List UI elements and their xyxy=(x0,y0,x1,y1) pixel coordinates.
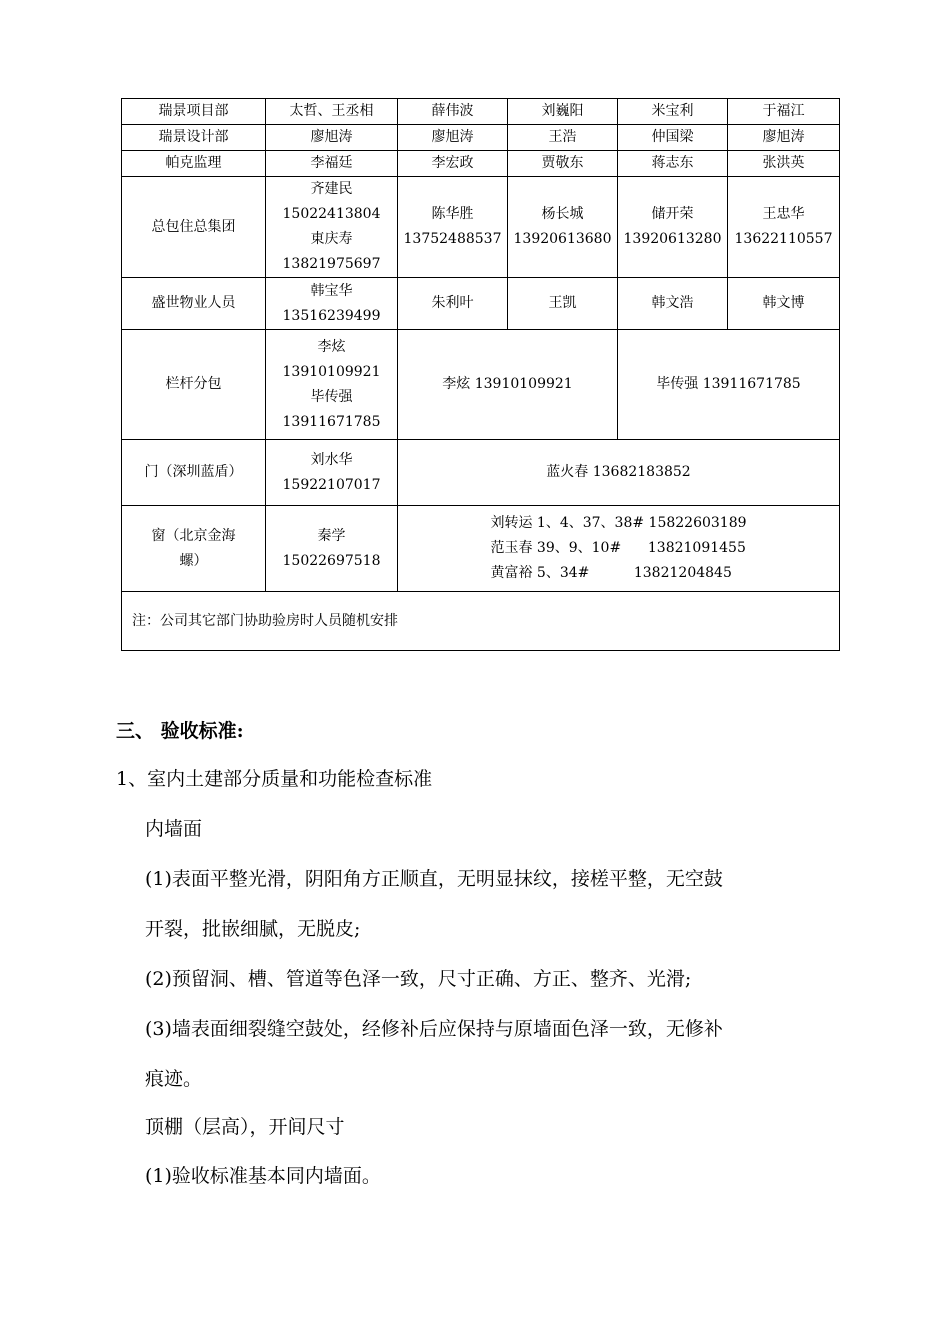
contact-cell: 韩文浩 xyxy=(618,278,728,330)
lead-phone: 13910109921 xyxy=(282,363,381,380)
contact-name: 杨长城 xyxy=(541,206,584,222)
lead-name: 秦学 xyxy=(317,527,346,544)
subsection-title: 内墙面 xyxy=(145,818,203,840)
window-contact-line: 范玉春 39、9、10# 13821091455 xyxy=(490,540,746,556)
contact-phone: 13920613680 xyxy=(513,231,612,247)
merged-contact-cell: 李炫 13910109921 xyxy=(398,330,618,440)
personnel-table xyxy=(121,98,840,651)
contact-cell: 王凯 xyxy=(508,278,618,330)
unit-cell xyxy=(122,506,266,592)
merged-contact-cell: 蓝火春 13682183852 xyxy=(398,440,840,506)
unit-cell: 门（深圳蓝盾） xyxy=(122,440,266,506)
lead-phone: 13516239499 xyxy=(282,307,381,324)
window-contact-line: 黄富裕 5、34# 13821204845 xyxy=(490,565,732,581)
unit-line: 螺） xyxy=(179,552,208,569)
contact-cell: 刘巍阳 xyxy=(508,99,618,125)
contact-cell: 薛伟波 xyxy=(398,99,508,125)
unit-line: 窗（北京金海 xyxy=(151,527,236,544)
contact-cell xyxy=(398,177,508,278)
lead-name: 韩宝华 xyxy=(310,282,353,299)
table-row xyxy=(122,506,840,592)
lead-phone: 13821975697 xyxy=(282,256,381,272)
unit-cell: 帕克监理 xyxy=(122,151,266,177)
lead-phone: 15022697518 xyxy=(282,552,381,569)
contact-name: 储开荣 xyxy=(651,206,694,222)
paragraph-line: (3)墙表面细裂缝空鼓处，经修补后应保持与原墙面色泽一致，无修补 xyxy=(145,1018,723,1040)
window-contact-line: 刘转运 1、4、37、38# 15822603189 xyxy=(490,515,747,531)
lead-phone: 15022413804 xyxy=(282,206,381,222)
unit-cell: 瑞景项目部 xyxy=(122,99,266,125)
lead-contact-cell xyxy=(266,330,398,440)
unit-cell: 总包住总集团 xyxy=(122,177,266,278)
table-row xyxy=(122,278,840,330)
paragraph-line: (2)预留洞、槽、管道等色泽一致，尺寸正确、方正、整齐、光滑; xyxy=(145,968,692,990)
subsection-title: 顶棚（层高），开间尺寸 xyxy=(145,1116,345,1138)
merged-contact-cell: 毕传强 13911671785 xyxy=(618,330,840,440)
section-heading: 三、 验收标准: xyxy=(116,720,244,742)
table-row xyxy=(122,151,840,177)
lead-contact-cell xyxy=(266,506,398,592)
contact-cell: 李宏政 xyxy=(398,151,508,177)
contact-cell: 李福廷 xyxy=(266,151,398,177)
unit-cell: 瑞景设计部 xyxy=(122,125,266,151)
table-row xyxy=(122,440,840,506)
contact-name: 陈华胜 xyxy=(431,206,474,222)
contact-name: 王忠华 xyxy=(762,206,805,222)
lead-name: 李炫 xyxy=(317,338,346,355)
lead-name: 齐建民 xyxy=(310,181,353,197)
contact-cell: 于福江 xyxy=(728,99,840,125)
contact-cell: 王浩 xyxy=(508,125,618,151)
contact-cell xyxy=(508,177,618,278)
lead-phone: 15922107017 xyxy=(282,476,381,493)
lead-name: 東庆寿 xyxy=(310,231,353,247)
contact-phone: 13752488537 xyxy=(403,231,502,247)
window-contacts-cell xyxy=(398,506,840,592)
lead-name: 毕传强 xyxy=(310,388,353,405)
table-row xyxy=(122,592,840,651)
contact-cell: 蒋志东 xyxy=(618,151,728,177)
contact-cell: 廖旭涛 xyxy=(266,125,398,151)
contact-cell: 廖旭涛 xyxy=(728,125,840,151)
paragraph-line: (1)验收标准基本同内墙面。 xyxy=(145,1165,381,1187)
table-row xyxy=(122,177,840,278)
lead-contact-cell xyxy=(266,440,398,506)
contact-cell: 仲国梁 xyxy=(618,125,728,151)
paragraph-line: (1)表面平整光滑，阴阳角方正顺直，无明显抹纹，接槎平整，无空鼓 xyxy=(145,868,723,890)
contact-cell xyxy=(728,177,840,278)
lead-name: 刘水华 xyxy=(310,451,353,468)
table-row xyxy=(122,125,840,151)
contact-cell: 贾敬东 xyxy=(508,151,618,177)
paragraph-line: 开裂，批嵌细腻，无脱皮; xyxy=(145,918,361,940)
contact-phone: 13920613280 xyxy=(623,231,722,247)
contact-cell: 朱利叶 xyxy=(398,278,508,330)
unit-cell: 栏杆分包 xyxy=(122,330,266,440)
lead-contact-cell xyxy=(266,278,398,330)
contact-phone: 13622110557 xyxy=(734,231,833,247)
unit-cell: 盛世物业人员 xyxy=(122,278,266,330)
contact-cell: 张洪英 xyxy=(728,151,840,177)
contact-cell: 廖旭涛 xyxy=(398,125,508,151)
table-note: 注：公司其它部门协助验房时人员随机安排 xyxy=(122,592,840,651)
lead-phone: 13911671785 xyxy=(282,413,381,430)
table-row xyxy=(122,330,840,440)
contact-cell: 韩文博 xyxy=(728,278,840,330)
paragraph-line: 痕迹。 xyxy=(145,1068,203,1090)
contact-cell: 米宝利 xyxy=(618,99,728,125)
item-heading: 1、室内土建部分质量和功能检查标准 xyxy=(116,768,433,790)
lead-contact-cell xyxy=(266,177,398,278)
table-row xyxy=(122,99,840,125)
contact-cell: 太哲、王丞相 xyxy=(266,99,398,125)
contact-cell xyxy=(618,177,728,278)
